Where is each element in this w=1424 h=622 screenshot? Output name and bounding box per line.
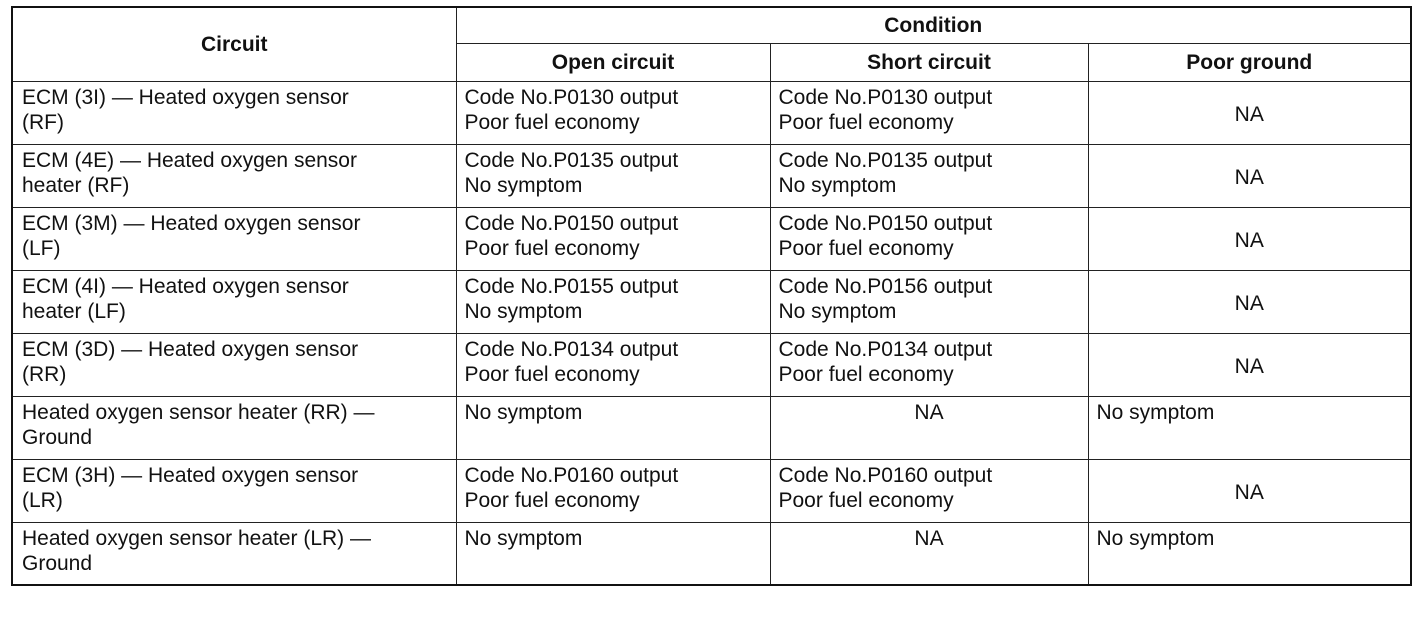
cell-open-circuit	[456, 81, 770, 144]
header-short-circuit: Short circuit	[770, 43, 1088, 81]
open-line: Code No.P0135 output	[464, 148, 679, 172]
cell-poor-ground: NA	[1088, 144, 1411, 207]
open-line: Code No.P0160 output	[464, 463, 679, 487]
cell-short-circuit	[770, 207, 1088, 270]
circuit-line: (RF)	[22, 110, 64, 134]
open-line: Code No.P0155 output	[464, 274, 679, 298]
cell-short-circuit	[770, 333, 1088, 396]
short-line: Code No.P0156 output	[778, 274, 993, 298]
table-row	[12, 270, 1411, 333]
cell-short-circuit	[770, 396, 1088, 459]
cell-open-circuit	[456, 333, 770, 396]
open-line: Poor fuel economy	[464, 488, 640, 512]
circuit-line: ECM (3I) — Heated oxygen sensor	[22, 85, 349, 109]
open-line: No symptom	[464, 526, 583, 550]
circuit-line: Ground	[22, 425, 93, 449]
cell-circuit	[12, 144, 456, 207]
short-line: Code No.P0150 output	[778, 211, 993, 235]
short-line: Code No.P0135 output	[778, 148, 993, 172]
open-line: Code No.P0134 output	[464, 337, 679, 361]
open-line: Poor fuel economy	[464, 110, 640, 134]
short-line: NA	[914, 400, 944, 424]
circuit-line: Heated oxygen sensor heater (LR) —	[22, 526, 372, 550]
short-line: Poor fuel economy	[778, 236, 954, 260]
open-line: No symptom	[464, 173, 583, 197]
cell-open-circuit	[456, 270, 770, 333]
header-condition: Condition	[456, 7, 1411, 43]
table-row	[12, 459, 1411, 522]
table-row	[12, 144, 1411, 207]
cell-open-circuit	[456, 459, 770, 522]
cell-short-circuit	[770, 522, 1088, 585]
open-line: Poor fuel economy	[464, 236, 640, 260]
open-line: No symptom	[464, 400, 583, 424]
cell-poor-ground: NA	[1088, 333, 1411, 396]
cell-circuit	[12, 522, 456, 585]
open-line: Code No.P0130 output	[464, 85, 679, 109]
cell-poor-ground: NA	[1088, 207, 1411, 270]
cell-open-circuit	[456, 522, 770, 585]
header-row-1	[12, 7, 1411, 43]
circuit-line: (RR)	[22, 362, 67, 386]
open-line: Code No.P0150 output	[464, 211, 679, 235]
table-row	[12, 522, 1411, 585]
header-circuit: Circuit	[12, 7, 456, 81]
short-line: No symptom	[778, 173, 897, 197]
circuit-line: Ground	[22, 551, 93, 575]
short-line: No symptom	[778, 299, 897, 323]
circuit-line: ECM (3H) — Heated oxygen sensor	[22, 463, 359, 487]
cell-circuit	[12, 270, 456, 333]
short-line: Code No.P0160 output	[778, 463, 993, 487]
cell-poor-ground: No symptom	[1088, 522, 1411, 585]
short-line: Poor fuel economy	[778, 110, 954, 134]
header-open-circuit: Open circuit	[456, 43, 770, 81]
condition-table	[11, 6, 1412, 586]
circuit-line: ECM (3D) — Heated oxygen sensor	[22, 337, 359, 361]
cell-circuit	[12, 81, 456, 144]
cell-open-circuit	[456, 396, 770, 459]
circuit-line: ECM (4E) — Heated oxygen sensor	[22, 148, 357, 172]
circuit-line: ECM (4I) — Heated oxygen sensor	[22, 274, 349, 298]
header-poor-ground: Poor ground	[1088, 43, 1411, 81]
cell-circuit	[12, 207, 456, 270]
cell-circuit	[12, 459, 456, 522]
cell-poor-ground: NA	[1088, 81, 1411, 144]
open-line: No symptom	[464, 299, 583, 323]
cell-short-circuit	[770, 81, 1088, 144]
cell-open-circuit	[456, 144, 770, 207]
table-row	[12, 396, 1411, 459]
cell-short-circuit	[770, 270, 1088, 333]
circuit-line: (LR)	[22, 488, 63, 512]
cell-poor-ground: No symptom	[1088, 396, 1411, 459]
cell-poor-ground: NA	[1088, 459, 1411, 522]
short-line: Poor fuel economy	[778, 488, 954, 512]
short-line: Code No.P0130 output	[778, 85, 993, 109]
short-line: NA	[914, 526, 944, 550]
circuit-line: (LF)	[22, 236, 61, 260]
circuit-line: heater (RF)	[22, 173, 130, 197]
cell-circuit	[12, 396, 456, 459]
cell-short-circuit	[770, 144, 1088, 207]
open-line: Poor fuel economy	[464, 362, 640, 386]
circuit-line: ECM (3M) — Heated oxygen sensor	[22, 211, 361, 235]
circuit-line: heater (LF)	[22, 299, 126, 323]
cell-poor-ground: NA	[1088, 270, 1411, 333]
table-row	[12, 207, 1411, 270]
short-line: Poor fuel economy	[778, 362, 954, 386]
cell-circuit	[12, 333, 456, 396]
table-row	[12, 81, 1411, 144]
short-line: Code No.P0134 output	[778, 337, 993, 361]
table-row	[12, 333, 1411, 396]
cell-open-circuit	[456, 207, 770, 270]
cell-short-circuit	[770, 459, 1088, 522]
circuit-line: Heated oxygen sensor heater (RR) —	[22, 400, 375, 424]
